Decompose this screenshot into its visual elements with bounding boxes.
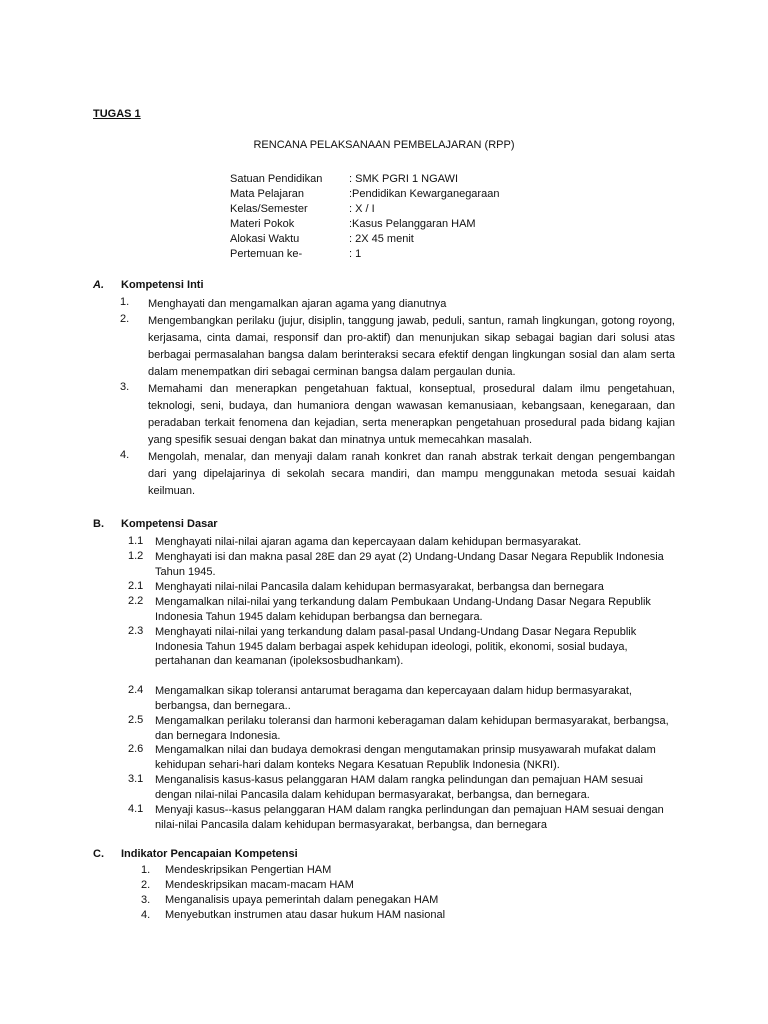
kd-text: Mengamalkan sikap toleransi antarumat beragama dan kepercayaan dalam hidup bermasyarakat, berbangsa, dan bernegara.. bbox=[155, 685, 632, 712]
section-a-title: Kompetensi Inti bbox=[121, 279, 204, 291]
list-item-text: Mengolah, menalar, dan menyaji dalam ranah konkret dan ranah abstrak terkait dengan pengembangan dari yang dipelajarinya di sekolah secara mandiri, dan mampu menggunakan metoda sesuai kaidah keilmuan. bbox=[148, 451, 675, 497]
kd-number: 2.2 bbox=[128, 595, 144, 607]
section-c-letter: C. bbox=[93, 848, 104, 860]
indicator-text: Mendeskripsikan Pengertian HAM bbox=[165, 864, 332, 876]
info-value: :Kasus Pelanggaran HAM bbox=[349, 218, 476, 230]
kd-text: Mengamalkan nilai-nilai yang terkandung dalam Pembukaan Undang-Undang Dasar Negara Republik Indonesia Tahun 1945 dalam kehidupan berbangsa dan bernegara. bbox=[155, 596, 651, 623]
kd-number: 2.4 bbox=[128, 684, 144, 696]
info-label: Alokasi Waktu bbox=[230, 233, 300, 245]
document-title: RENCANA PELAKSANAAN PEMBELAJARAN (RPP) bbox=[253, 139, 515, 151]
kd-text: Menghayati nilai-nilai yang terkandung dalam pasal-pasal Undang-Undang Dasar Negara Republik Indonesia Tahun 1945 dalam berbagai aspek kehidupan ideologi, politik, ekonomi, sosial budaya, pertahanan dan keamanan (ipoleksosbudhankam). bbox=[155, 626, 637, 667]
indicator-number: 1. bbox=[141, 864, 151, 876]
kd-number: 4.1 bbox=[128, 803, 144, 815]
info-value: : X / I bbox=[349, 203, 375, 215]
kd-text: Mengamalkan nilai dan budaya demokrasi dengan mengutamakan prinsip musyawarah mufakat dalam kehidupan sehari-hari dalam konteks Negara Kesatuan Republik Indonesia (NKRI). bbox=[155, 744, 656, 771]
indicator-text: Menganalisis upaya pemerintah dalam penegakan HAM bbox=[165, 894, 439, 906]
indicator-number: 3. bbox=[141, 894, 151, 906]
indicator-number: 2. bbox=[141, 879, 151, 891]
list-item-number: 4. bbox=[120, 449, 130, 461]
info-label: Kelas/Semester bbox=[230, 203, 308, 215]
kd-number: 2.1 bbox=[128, 580, 144, 592]
section-b-letter: B. bbox=[93, 518, 104, 530]
kd-number: 1.2 bbox=[128, 550, 144, 562]
indicator-number: 4. bbox=[141, 909, 151, 921]
info-value: : 1 bbox=[349, 248, 362, 260]
kd-number: 3.1 bbox=[128, 773, 144, 785]
info-label: Satuan Pendidikan bbox=[230, 173, 323, 185]
section-b-title: Kompetensi Dasar bbox=[121, 518, 218, 530]
indicator-text: Menyebutkan instrumen atau dasar hukum HAM nasional bbox=[165, 909, 446, 921]
kd-text: Menghayati nilai-nilai Pancasila dalam kehidupan bermasyarakat, berbangsa dan bernegara bbox=[155, 581, 604, 593]
info-label: Materi Pokok bbox=[230, 218, 295, 230]
section-c-title: Indikator Pencapaian Kompetensi bbox=[121, 848, 298, 860]
list-item-text: Menghayati dan mengamalkan ajaran agama yang dianutnya bbox=[148, 298, 447, 310]
kd-text: Menghayati nilai-nilai ajaran agama dan kepercayaan dalam kehidupan bermasyarakat. bbox=[155, 536, 582, 548]
info-value: : SMK PGRI 1 NGAWI bbox=[349, 173, 458, 185]
section-a-letter: A. bbox=[93, 279, 104, 291]
info-label: Pertemuan ke- bbox=[230, 248, 303, 260]
info-label: Mata Pelajaran bbox=[230, 188, 304, 200]
kd-text: Menghayati isi dan makna pasal 28E dan 29 ayat (2) Undang-Undang Dasar Negara Republik Indonesia Tahun 1945. bbox=[155, 551, 664, 578]
list-item-number: 1. bbox=[120, 296, 130, 308]
kd-number: 2.6 bbox=[128, 743, 144, 755]
assignment-heading: TUGAS 1 bbox=[93, 108, 141, 120]
kd-text: Menganalisis kasus-kasus pelanggaran HAM dalam rangka pelindungan dan pemajuan HAM sesuai dengan nilai-nilai Pancasila dalam kehidupan bermasyarakat, berbangsa, dan bernegara. bbox=[155, 774, 643, 801]
list-item-number: 2. bbox=[120, 313, 130, 325]
list-item-number: 3. bbox=[120, 381, 130, 393]
indicator-text: Mendeskripsikan macam-macam HAM bbox=[165, 879, 354, 891]
info-value: :Pendidikan Kewarganegaraan bbox=[349, 188, 500, 200]
kd-text: Menyaji kasus--kasus pelanggaran HAM dalam rangka perlindungan dan pemajuan HAM sesuai dengan nilai-nilai Pancasila dalam kehidupan bermasyarakat, berbangsa, dan bernegara bbox=[155, 804, 664, 831]
kd-number: 2.5 bbox=[128, 714, 144, 726]
kd-number: 2.3 bbox=[128, 625, 144, 637]
kd-number: 1.1 bbox=[128, 535, 144, 547]
kd-text: Mengamalkan perilaku toleransi dan harmoni keberagaman dalam kehidupan bermasyarakat, berbangsa, dan bernegara Indonesia. bbox=[155, 715, 669, 742]
list-item-text: Mengembangkan perilaku (jujur, disiplin, tanggung jawab, peduli, santun, ramah lingkungan, gotong royong, kerjasama, cinta damai, responsif dan pro-aktif) dan menunjukan sikap sebagai bagian dari solusi atas berbagai permasalahan bangsa dalam berinteraksi secara efektif dengan lingkungan sosial dan alam serta dalam menempatkan diri sebagai cerminan bangsa dalam pergaulan dunia. bbox=[148, 315, 675, 378]
info-value: : 2X 45 menit bbox=[349, 233, 414, 245]
list-item-text: Memahami dan menerapkan pengetahuan faktual, konseptual, prosedural dalam ilmu pengetahuan, teknologi, seni, budaya, dan humaniora dengan wawasan kemanusiaan, kebangsaan, kenegaraan, dan peradaban terkait fenomena dan kejadian, serta menerapkan pengetahuan prosedural pada bidang kajian yang spesifik sesuai dengan bakat dan minatnya untuk memecahkan masalah. bbox=[148, 383, 675, 446]
